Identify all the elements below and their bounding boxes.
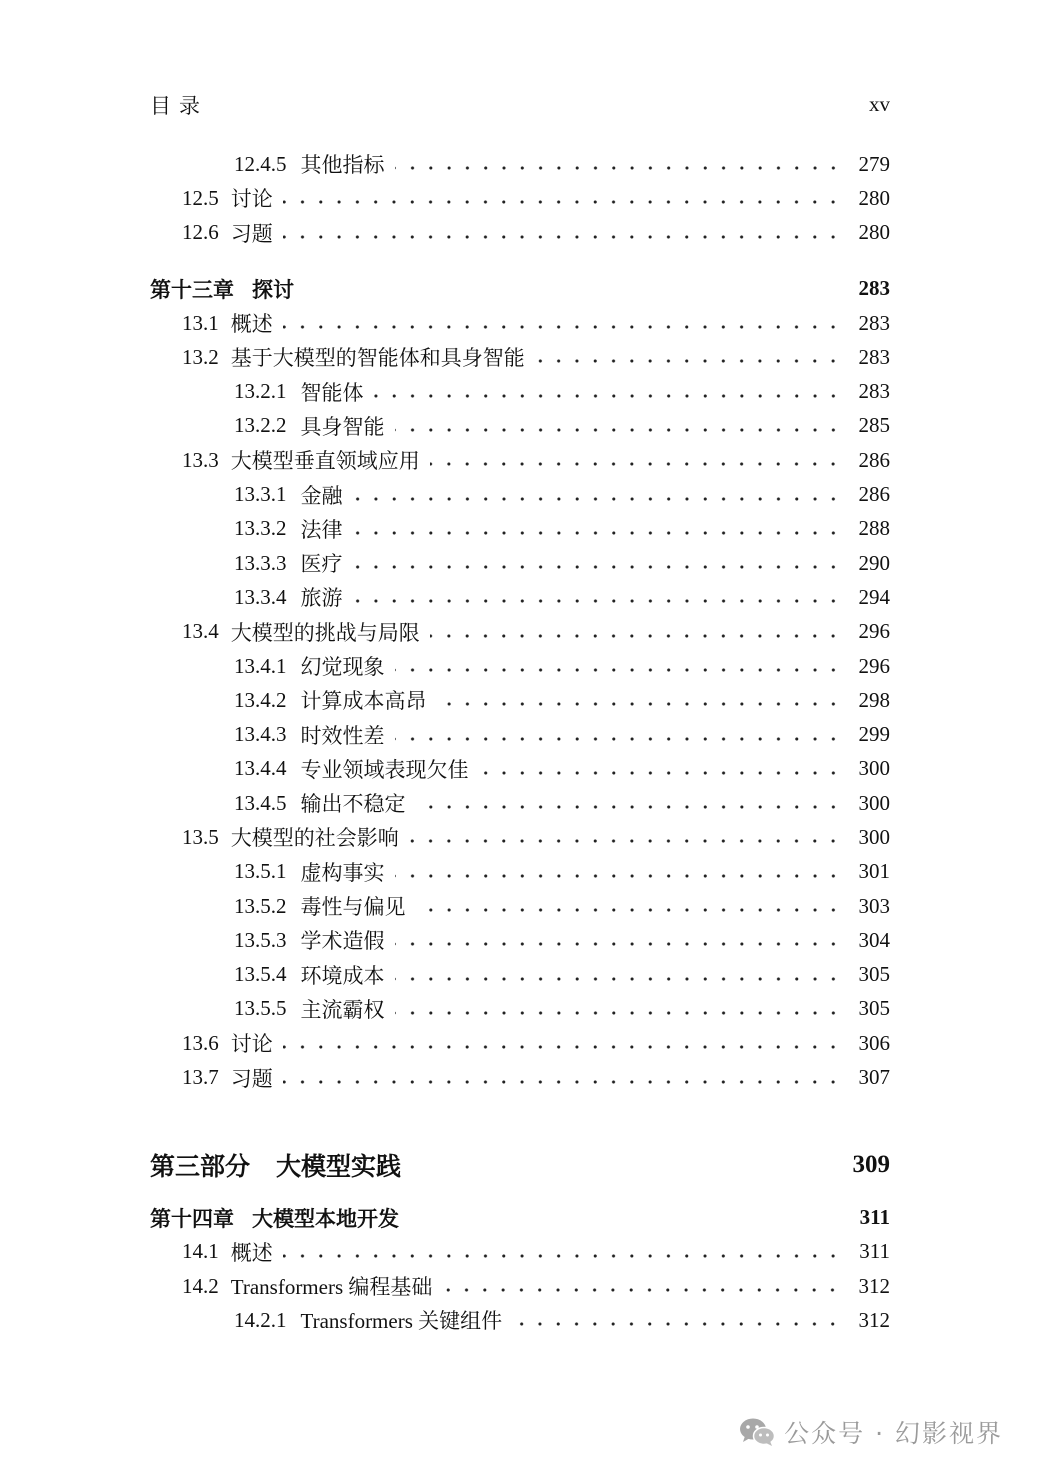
toc-entry-13-2-1[interactable]	[150, 374, 890, 408]
page-number: xv	[869, 92, 890, 116]
toc-number: 13.4.2	[234, 687, 287, 712]
toc-page: 279	[858, 151, 890, 176]
toc-entry-13-3-2[interactable]	[150, 512, 890, 546]
toc-title: 基于大模型的智能体和具身智能	[230, 346, 525, 371]
toc-title: 习题	[230, 1066, 273, 1091]
chapter-number: 第十四章	[150, 1206, 234, 1231]
chapter-page: 311	[859, 1205, 890, 1230]
toc-number: 14.1	[182, 1239, 219, 1264]
toc-title: 大模型的社会影响	[230, 826, 399, 851]
toc-title: 法律	[300, 517, 343, 542]
toc-title: 毒性与偏见	[300, 895, 406, 920]
toc-page: 312	[858, 1273, 890, 1298]
dot-leader	[395, 737, 843, 741]
dot-leader	[395, 977, 843, 981]
watermark-text: 公众号 · 幻影视界	[784, 1419, 1003, 1448]
chapter-number: 第十三章	[150, 277, 234, 302]
toc-title: 概述	[230, 312, 273, 337]
toc-number: 12.4.5	[234, 151, 287, 176]
dot-leader	[395, 874, 843, 878]
toc-page: 300	[858, 756, 890, 781]
toc-number: 13.6	[182, 1030, 219, 1055]
dot-leader	[437, 702, 843, 706]
toc-number: 13.3.3	[234, 550, 287, 575]
toc-page: 305	[858, 996, 890, 1021]
toc-page: 290	[858, 550, 890, 575]
toc-page: 304	[858, 927, 890, 952]
toc-page: 286	[858, 482, 890, 507]
toc-page: 296	[858, 619, 890, 644]
dot-leader	[395, 1011, 843, 1015]
toc-part-3[interactable]	[150, 1145, 890, 1185]
toc-number: 12.6	[182, 220, 219, 245]
dot-leader	[395, 428, 843, 432]
toc-entry-13-2[interactable]	[150, 340, 890, 374]
toc-title: Transformers 关键组件	[300, 1309, 503, 1334]
wechat-icon	[738, 1417, 776, 1447]
toc-number: 13.3.4	[234, 584, 287, 609]
toc-title: 计算成本高昂	[300, 689, 427, 714]
toc-title: 旅游	[300, 586, 343, 611]
toc-entry-13-3[interactable]	[150, 443, 890, 477]
dot-leader	[479, 771, 843, 775]
dot-leader	[283, 200, 842, 204]
watermark	[738, 1414, 1003, 1450]
dot-leader	[283, 235, 842, 239]
dot-leader	[353, 531, 843, 535]
dot-leader	[535, 359, 842, 363]
toc-page: 296	[858, 653, 890, 678]
dot-leader	[416, 908, 843, 912]
toc-title: 学术造假	[300, 929, 385, 954]
dot-leader	[409, 839, 842, 843]
toc-chapter-13[interactable]	[150, 272, 890, 306]
toc-entry-12-5[interactable]	[150, 181, 890, 215]
toc-page: 283	[858, 379, 890, 404]
toc-number: 14.2.1	[234, 1307, 287, 1332]
toc-entry-12-6[interactable]	[150, 216, 890, 250]
toc-title: 智能体	[300, 380, 364, 405]
toc-number: 13.3.2	[234, 516, 287, 541]
running-head	[150, 90, 890, 120]
toc-entry-13-7[interactable]	[150, 1060, 890, 1094]
toc-number: 13.4.1	[234, 653, 287, 678]
toc-page: 306	[858, 1030, 890, 1055]
toc-number: 13.2.1	[234, 379, 287, 404]
toc-entry-13-5-4[interactable]	[150, 958, 890, 992]
dot-leader	[283, 325, 842, 329]
dot-leader	[353, 497, 843, 501]
toc-page: 283	[858, 344, 890, 369]
toc-page: 312	[858, 1307, 890, 1332]
toc-entry-13-3-3[interactable]	[150, 546, 890, 580]
toc-page: 311	[859, 1239, 890, 1264]
toc-number: 13.4.5	[234, 790, 287, 815]
toc-title: 大模型垂直领域应用	[230, 449, 420, 474]
toc-entry-13-4-1[interactable]	[150, 649, 890, 683]
toc-number: 13.5	[182, 824, 219, 849]
toc-number: 13.2	[182, 344, 219, 369]
toc-title: 医疗	[300, 552, 343, 577]
toc-page: 280	[858, 185, 890, 210]
dot-leader	[416, 805, 843, 809]
toc-entry-13-1[interactable]	[150, 306, 890, 340]
dot-leader	[283, 1080, 842, 1084]
toc-title: 讨论	[230, 1032, 273, 1057]
toc-entry-13-4[interactable]	[150, 615, 890, 649]
dot-leader	[512, 1322, 842, 1326]
toc-title: 概述	[230, 1240, 273, 1265]
toc-number: 13.4.4	[234, 756, 287, 781]
toc-entry-13-3-1[interactable]	[150, 477, 890, 511]
toc-number: 13.2.2	[234, 413, 287, 438]
dot-leader	[442, 1288, 842, 1292]
dot-leader	[353, 565, 843, 569]
dot-leader	[430, 462, 842, 466]
toc-title: 主流霸权	[300, 997, 385, 1022]
toc-number: 13.3.1	[234, 482, 287, 507]
toc-number: 13.7	[182, 1065, 219, 1090]
toc-page: 298	[858, 687, 890, 712]
toc-entry-13-5-2[interactable]	[150, 889, 890, 923]
table-of-contents	[150, 147, 890, 1338]
chapter-title: 大模型本地开发	[252, 1206, 399, 1231]
chapter-page: 283	[858, 276, 890, 301]
toc-page: 303	[858, 893, 890, 918]
toc-title: 习题	[230, 221, 273, 246]
toc-entry-13-2-2[interactable]	[150, 409, 890, 443]
dot-leader	[430, 634, 842, 638]
toc-number: 14.2	[182, 1273, 219, 1298]
toc-title: 专业领域表现欠佳	[300, 757, 469, 782]
toc-entry-12-4-5[interactable]	[150, 147, 890, 181]
toc-page: 294	[858, 584, 890, 609]
toc-entry-14-2[interactable]	[150, 1269, 890, 1303]
toc-number: 13.4	[182, 619, 219, 644]
toc-page: 300	[858, 790, 890, 815]
toc-page: 288	[858, 516, 890, 541]
toc-number: 13.4.3	[234, 722, 287, 747]
toc-title: 其他指标	[300, 153, 385, 178]
toc-number: 13.1	[182, 310, 219, 335]
dot-leader	[353, 599, 843, 603]
toc-page: 300	[858, 824, 890, 849]
toc-title: 输出不稳定	[300, 792, 406, 817]
toc-entry-13-3-4[interactable]	[150, 580, 890, 614]
dot-leader	[395, 166, 843, 170]
toc-entry-13-5-5[interactable]	[150, 992, 890, 1026]
toc-page: 305	[858, 962, 890, 987]
toc-entry-13-4-5[interactable]	[150, 786, 890, 820]
toc-number: 13.5.5	[234, 996, 287, 1021]
toc-entry-13-5[interactable]	[150, 820, 890, 854]
part-number: 第三部分	[150, 1153, 251, 1181]
toc-entry-14-1[interactable]	[150, 1235, 890, 1269]
running-head-title: 目录	[150, 94, 208, 118]
toc-page: 280	[858, 220, 890, 245]
dot-leader	[374, 394, 843, 398]
toc-number: 12.5	[182, 185, 219, 210]
toc-entry-14-2-1[interactable]	[150, 1303, 890, 1337]
toc-title: 金融	[300, 483, 343, 508]
toc-number: 13.5.4	[234, 962, 287, 987]
dot-leader	[283, 1045, 842, 1049]
toc-page: 285	[858, 413, 890, 438]
dot-leader	[395, 668, 843, 672]
toc-page: 307	[858, 1065, 890, 1090]
toc-entry-13-5-1[interactable]	[150, 855, 890, 889]
part-page: 309	[852, 1150, 890, 1178]
toc-title: 具身智能	[300, 414, 385, 439]
dot-leader	[283, 1254, 842, 1258]
toc-number: 13.3	[182, 447, 219, 472]
toc-title: 环境成本	[300, 963, 385, 988]
toc-number: 13.5.2	[234, 893, 287, 918]
toc-title: Transformers 编程基础	[230, 1275, 433, 1300]
toc-title: 讨论	[230, 187, 273, 212]
chapter-title: 探讨	[252, 277, 294, 302]
toc-page: 299	[858, 722, 890, 747]
toc-number: 13.5.3	[234, 927, 287, 952]
toc-entry-13-4-2[interactable]	[150, 683, 890, 717]
toc-number: 13.5.1	[234, 859, 287, 884]
part-title: 大模型实践	[276, 1153, 402, 1181]
toc-page: 283	[858, 310, 890, 335]
toc-title: 幻觉现象	[300, 655, 385, 679]
toc-title: 时效性差	[300, 723, 385, 748]
toc-title: 虚构事实	[300, 860, 385, 885]
toc-entry-13-6[interactable]	[150, 1026, 890, 1060]
toc-title: 大模型的挑战与局限	[230, 620, 420, 645]
toc-page: 301	[858, 859, 890, 884]
toc-entry-13-5-3[interactable]	[150, 923, 890, 957]
toc-page: 286	[858, 447, 890, 472]
dot-leader	[395, 942, 843, 946]
toc-entry-13-4-3[interactable]	[150, 717, 890, 751]
toc-entry-13-4-4[interactable]	[150, 752, 890, 786]
toc-chapter-14[interactable]	[150, 1201, 890, 1235]
